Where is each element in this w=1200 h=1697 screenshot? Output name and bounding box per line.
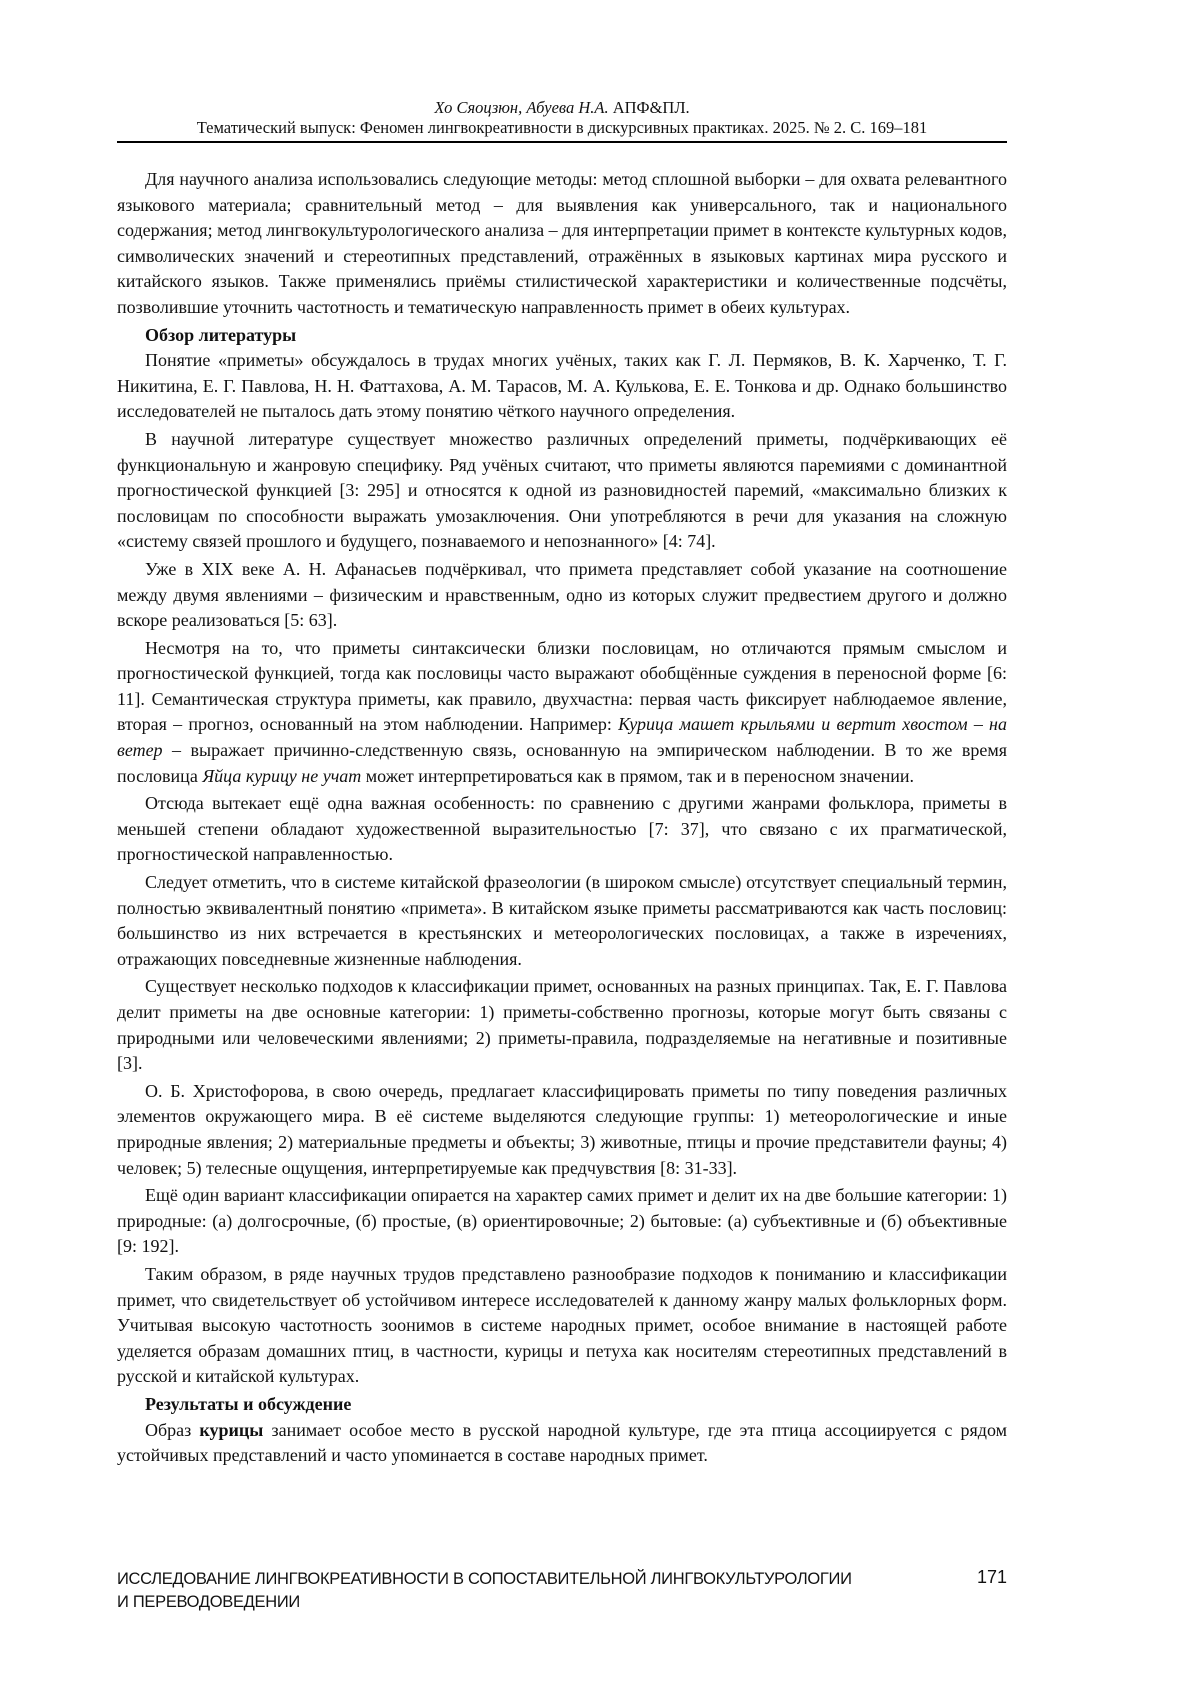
paragraph-syntax-part-b: – выражает причинно-следственную связь, основанную на эмпирическом наблюдении. В то же время пословица	[117, 740, 1007, 786]
paragraph-expressiveness: Отсюда вытекает ещё одна важная особенность: по сравнению с другими жанрами фольклора, приметы в меньшей степени обладают художественной выразительностью [7: 37], что связано с их прагматической, прогностической направленностью.	[117, 793, 1007, 865]
article-body	[117, 167, 1007, 1471]
paragraph-syntax-part-a: Несмотря на то, что приметы синтаксически близки пословицам, но отличаются прямым смыслом и прогностической функцией, тогда как пословицы часто выражают обобщённые суждения в переносной форме [6: 11]. Семантическая структура приметы, как правило, двухчастна: первая часть фиксирует наблюдаемое явление, вторая – прогноз, основанный на этом наблюдении. Например:	[117, 637, 1007, 735]
footer-title-line-1: ИССЛЕДОВАНИЕ ЛИНГВОКРЕАТИВНОСТИ В СОПОСТАВИТЕЛЬНОЙ ЛИНГВОКУЛЬТУРОЛОГИИ	[117, 1570, 852, 1588]
paragraph-concept: Понятие «приметы» обсуждалось в трудах многих учёных, таких как Г. Л. Пермяков, В. К. Харченко, Т. Г. Никитина, Е. Г. Павлова, Н. Н. Фаттахова, А. М. Тарасов, М. А. Кулькова, Е. Е. Тонкова и др. Однако большинство исследователей не пыталось дать этому понятию чёткого научного определения.	[117, 350, 1007, 422]
paragraph-chinese-phraseology: Следует отметить, что в системе китайской фразеологии (в широком смысле) отсутствует специальный термин, полностью эквивалентный понятию «примета». В китайском языке приметы рассматриваются как часть пословиц: большинство из них встречается в крестьянских и метеорологических пословицах, а также в изречениях, отражающих повседневные жизненные наблюдения.	[117, 872, 1007, 969]
example-proverb-chicken: Курица машет крыльями и вертит хвостом – на ветер	[117, 714, 1007, 761]
page-number: 171	[976, 1567, 1007, 1587]
paragraph-afanasiev: Уже в XIX веке А. Н. Афанасьев подчёркивал, что примета представляет собой указание на соотношение между двумя явлениями – физическим и нравственным, одно из которых служит предвестием другого и должно вскоре реализоваться [5: 63].	[117, 558, 1007, 631]
section-heading-literature-review: Обзор литературы	[145, 324, 297, 345]
paragraph-classification: Ещё один вариант классификации опирается на характер самих примет и делит их на две большие категории: 1) природные: (а) долгосрочные, (б) простые, (в) ориентировочные; 2) бытовые: (а) субъективные и (б) объективные [9: 192].	[117, 1185, 1007, 1257]
paragraph-chicken-image	[117, 1418, 1007, 1469]
footer-title-line-2: И ПЕРЕВОДОВЕДЕНИИ	[117, 1593, 300, 1611]
paragraph-khristoforova: О. Б. Христофорова, в свою очередь, предлагает классифицировать приметы по типу поведения различных элементов окружающего мира. В её системе выделяются следующие группы: 1) метеорологические и иные природные явления; 2) материальные предметы и объекты; 3) животные, птицы и прочие представители фауны; 4) человек; 5) телесные ощущения, интерпретируемые как предчувствия [8: 31-33].	[117, 1080, 1007, 1178]
header-issue: Тематический выпуск: Феномен лингвокреативности в дискурсивных практиках. 2025. № 2. С. 169–181	[196, 118, 928, 137]
header-journal: АПФ&ПЛ.	[608, 98, 690, 117]
paragraph-chicken-part-a: Образ	[145, 1419, 200, 1440]
paragraph-syntax	[117, 636, 1007, 790]
paragraph-pavlova: Существует несколько подходов к классификации примет, основанных на разных принципах. Так, Е. Г. Павлова делит приметы на две основные категории: 1) приметы-собственно прогнозы, которые могут быть связаны с природными или человеческими явлениями; 2) приметы-правила, подразделяемые на негативные и позитивные [3].	[117, 976, 1007, 1074]
paragraph-definitions: В научной литературе существует множество различных определений приметы, подчёркивающих её функциональную и жанровую специфику. Ряд учёных считают, что приметы являются паремиями с доминантной прогностической функцией [3: 295] и относятся к одной из разновидностей паремий, «максимально близких к пословицам по способности выражать умозаключения. Они употребляются в речи для указания на сложную «систему связей прошлого и будущего, познаваемого и непознанного» [4: 74].	[117, 428, 1007, 552]
header-rule	[117, 141, 1007, 143]
running-footer-title	[117, 1568, 877, 1614]
term-chicken: курицы	[199, 1419, 264, 1440]
header-line-1	[117, 98, 1007, 118]
paragraph-conclusion: Таким образом, в ряде научных трудов представлено разнообразие подходов к пониманию и классификации примет, что свидетельствует об устойчивом интересе исследователей к данному жанру малых фольклорных форм. Учитывая высокую частотность зоонимов в системе народных примет, особое внимание в настоящей работе уделяется образам домашних птиц, в частности, курицы и петуха как носителям стереотипных представлений в русской и китайской культурах.	[117, 1263, 1007, 1387]
example-proverb-eggs: Яйца курицу не учат	[202, 765, 362, 786]
running-header	[117, 98, 1007, 138]
paragraph-methods: Для научного анализа использовались следующие методы: метод сплошной выборки – для охвата релевантного языкового материала; сравнительный метод – для выявления как универсального, так и национального содержания; метод лингвокультурологического анализа – для интерпретации примет в контексте культурных кодов, символических значений и стереотипных представлений, отражённых в языковых картинах мира русского и китайского языков. Также применялись приёмы стилистической характеристики и количественные подсчёты, позволившие уточнить частотность и тематическую направленность примет в обеих культурах.	[117, 169, 1007, 317]
paragraph-chicken-part-b: занимает особое место в русской народной культуре, где эта птица ассоциируется с рядом устойчивых представлений и часто упоминается в составе народных примет.	[117, 1419, 1007, 1466]
header-authors: Хо Сяоцзюн, Абуева Н.А.	[434, 98, 609, 117]
section-heading-results: Результаты и обсуждение	[145, 1393, 352, 1414]
paragraph-syntax-part-c: может интерпретироваться как в прямом, так и в переносном значении.	[361, 765, 914, 786]
